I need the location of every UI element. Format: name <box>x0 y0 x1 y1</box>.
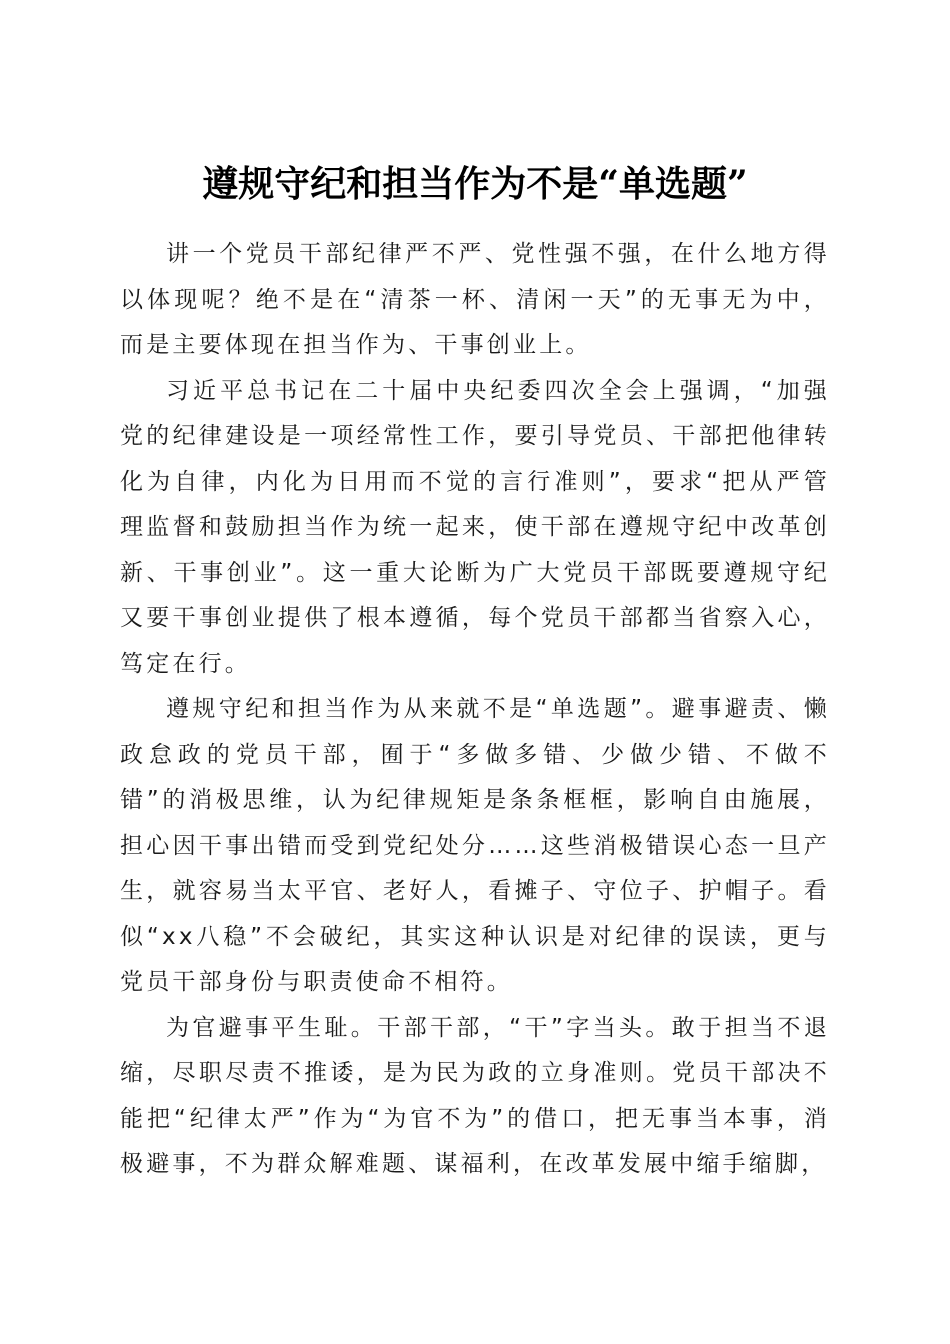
document-title: 遵规守纪和担当作为不是“单选题” <box>202 163 748 206</box>
document-body <box>120 232 830 1188</box>
paragraph-2: 习近平总书记在二十届中央纪委四次全会上强调，“加强党的纪律建设是一项经常性工作，要引导党员、干部把他律转化为自律，内化为日用而不觉的言行准则”，要求“把从严管理监督和鼓励担当作为统一起来，使干部在遵规守纪中改革创新、干事创业”。这一重大论断为广大党员干部既要遵规守纪又要干事创业提供了根本遵循，每个党员干部都当省察入心，笃定在行。 <box>120 377 830 677</box>
paragraph-4: 为官避事平生耻。干部干部，“干”字当头。敢于担当不退缩，尽职尽责不推诿，是为民为政的立身准则。党员干部决不能把“纪律太严”作为“为官不为”的借口，把无事当本事，消极避事，不为群众解难题、谋福利，在改革发展中缩手缩脚， <box>120 1014 830 1177</box>
paragraph-3: 遵规守纪和担当作为从来就不是“单选题”。避事避责、懒政怠政的党员干部，囿于“多做多错、少做少错、不做不错”的消极思维，认为纪律规矩是条条框框，影响自由施展，担心因干事出错而受到党纪处分……这些消极错误心态一旦产生，就容易当太平官、老好人，看摊子、守位子、护帽子。看似“xx八稳”不会破纪，其实这种认识是对纪律的误读，更与党员干部身份与职责使命不相符。 <box>120 696 830 995</box>
paragraph-1: 讲一个党员干部纪律严不严、党性强不强，在什么地方得以体现呢？绝不是在“清茶一杯、清闲一天”的无事无为中，而是主要体现在担当作为、干事创业上。 <box>120 241 830 358</box>
